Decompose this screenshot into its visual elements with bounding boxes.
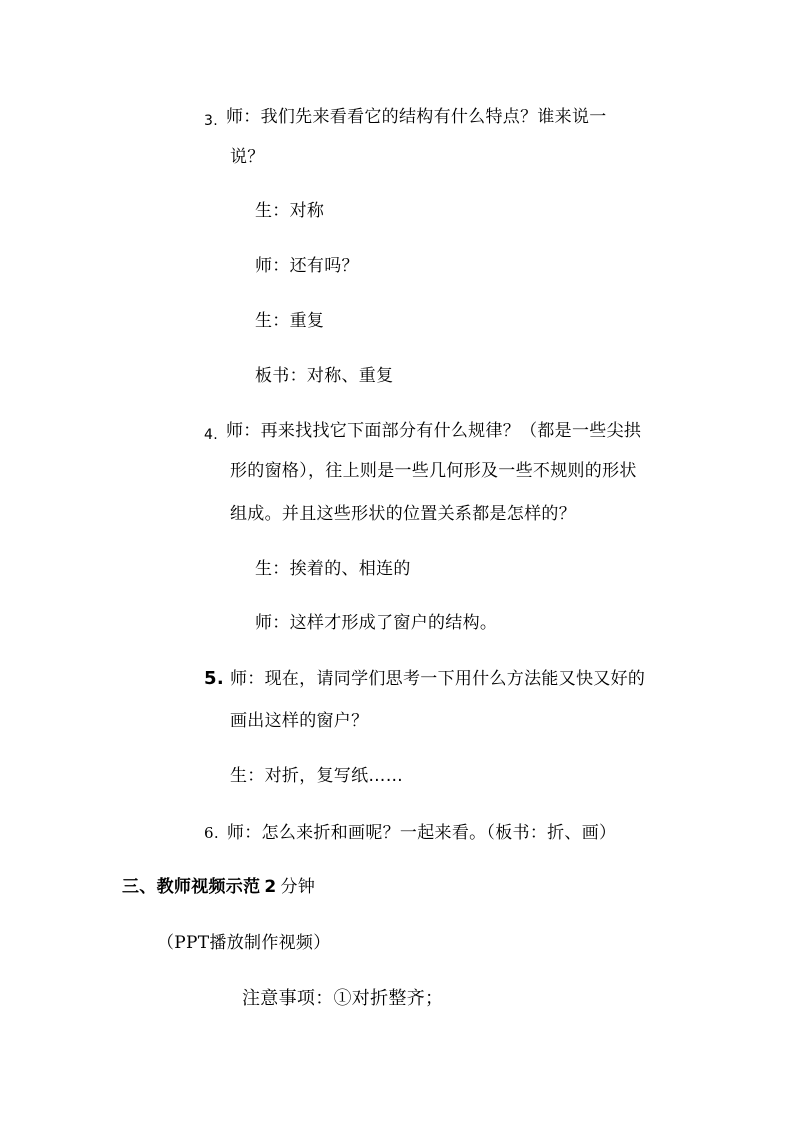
item-5-number: 5. <box>204 668 224 689</box>
dialog-line: 生：挨着的、相连的 <box>255 559 411 579</box>
section-note: 注意事项：①对折整齐； <box>242 988 444 1009</box>
item-4-number: 4. <box>204 427 218 443</box>
dialog-line: 生：对称 <box>255 201 325 221</box>
item-4-text: 师：再来找找它下面部分有什么规律？（都是一些尖拱 <box>225 421 642 441</box>
dialog-line: 生：重复 <box>255 311 325 331</box>
section-heading <box>122 876 315 898</box>
item-5-line-2: 画出这样的窗户？ <box>230 711 369 731</box>
board-note-line: 板书：对称、重复 <box>255 366 394 386</box>
item-4-line-3: 组成。并且这些形状的位置关系都是怎样的？ <box>230 504 576 524</box>
section-heading-title: 三、教师视频示范 <box>122 877 261 897</box>
item-4-line-1 <box>204 420 641 446</box>
dialog-line: 师：还有吗？ <box>255 256 359 276</box>
item-4-line-2: 形的窗格），往上则是一些几何形及一些不规则的形状 <box>230 461 637 481</box>
section-subtitle: （PPT播放制作视频） <box>157 933 331 953</box>
item-6-line-1 <box>204 822 616 844</box>
item-3-number: 3. <box>204 113 218 129</box>
dialog-line: 师：这样才形成了窗户的结构。 <box>255 613 498 633</box>
item-5-line-1 <box>204 668 645 690</box>
section-heading-unit: 分钟 <box>280 877 316 897</box>
section-heading-number: 2 <box>264 877 277 897</box>
item-3-text: 师：我们先来看看它的结构有什么特点？谁来说一 <box>225 107 607 127</box>
item-6-number: 6. <box>204 824 219 842</box>
item-5-text: 师：现在，请同学们思考一下用什么方法能又快又好的 <box>229 669 646 689</box>
item-3-line-2: 说？ <box>230 147 265 167</box>
item-3-line-1 <box>204 106 607 132</box>
item-5-line-3: 生：对折，复写纸…… <box>230 766 403 786</box>
item-6-text: 师：怎么来折和画呢？一起来看。（板书：折、画） <box>226 823 617 843</box>
